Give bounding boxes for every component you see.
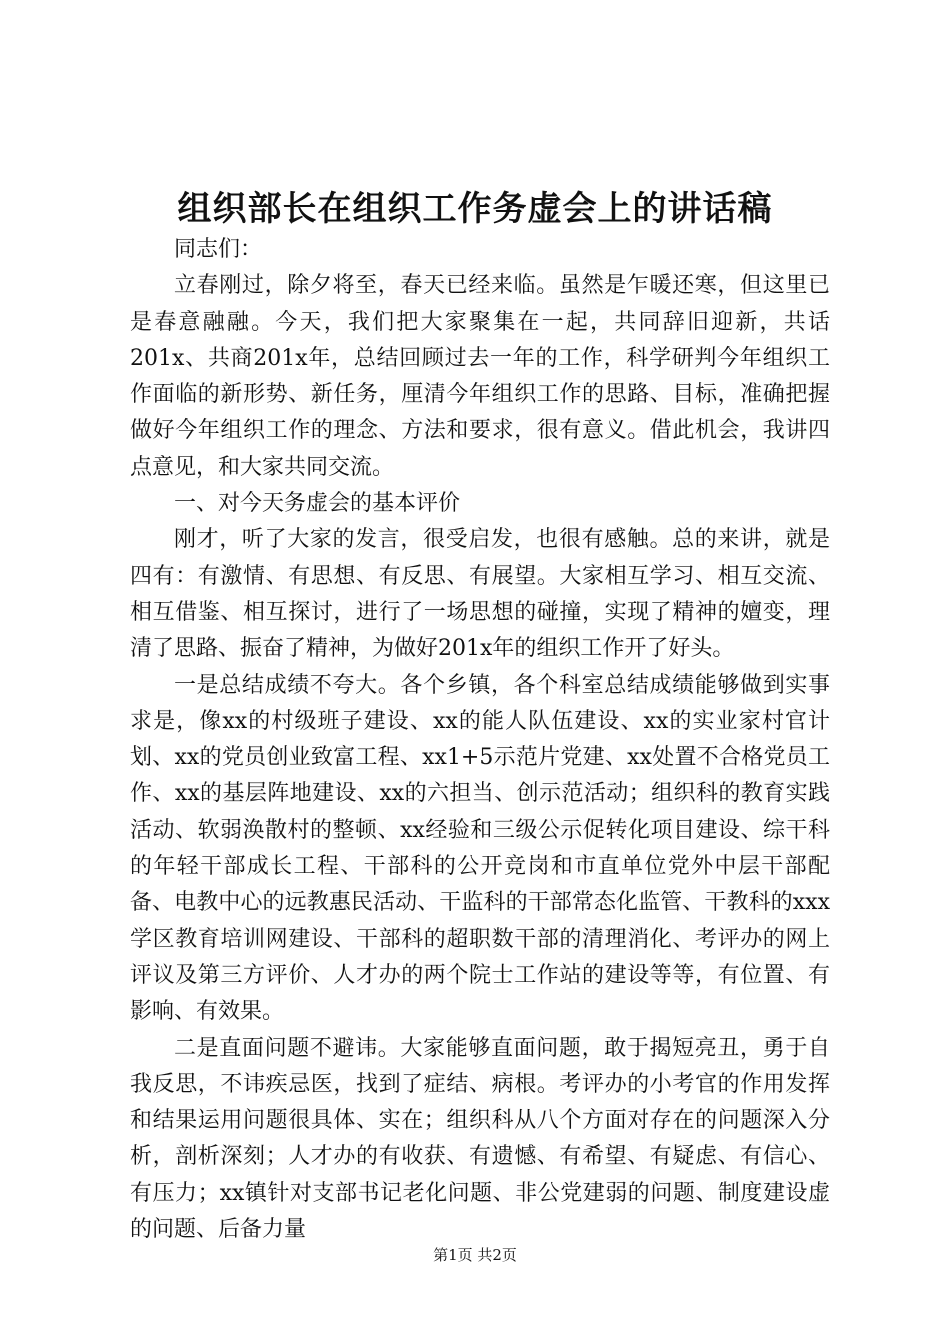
page-footer: 第1页 共2页 bbox=[433, 1246, 517, 1264]
document-title: 组织部长在组织工作务虚会上的讲话稿 bbox=[177, 189, 773, 229]
problems-paragraph: 二是直面问题不避讳。大家能够直面问题，敢于揭短亮丑，勇于自我反思，不讳疾忌医，找到了症结、病根。考评办的小考官的作用发挥和结果运用问题很具体、实在；组织科从八个方面对存在的问题深入分析，剖析深刻；人才办的有收获、有遗憾、有希望、有疑虑、有信心、有压力；xx镇针对支部书记老化问题、非公党建弱的问题、制度建设虚的问题、后备力量 bbox=[130, 1035, 830, 1243]
salutation-paragraph: 同志们： bbox=[174, 237, 263, 262]
intro-paragraph: 立春刚过，除夕将至，春天已经来临。虽然是乍暖还寒，但这里已是春意融融。今天，我们把大家聚集在一起，共同辞旧迎新，共话201x、共商201x年，总结回顾过去一年的工作，科学研判今年组织工作面临的新形势、新任务，厘清今年组织工作的思路、目标，准确把握做好今年组织工作的理念、方法和要求，很有意义。借此机会，我讲四点意见，和大家共同交流。 bbox=[130, 273, 830, 480]
achievements-paragraph: 一是总结成绩不夸大。各个乡镇，各个科室总结成绩能够做到实事求是，像xx的村级班子建设、xx的能人队伍建设、xx的实业家村官计划、xx的党员创业致富工程、xx1+5示范片党建、xx处置不合格党员工作、xx的基层阵地建设、xx的六担当、创示范活动；组织科的教育实践活动、软弱涣散村的整顿、xx经验和三级公示促转化项目建设、综干科的年轻干部成长工程、干部科的公开竞岗和市直单位党外中层干部配备、电教中心的远教惠民活动、干监科的干部常态化监管、干教科的xxx学区教育培训网建设、干部科的超职数干部的清理消化、考评办的网上评议及第三方评价、人才办的两个院士工作站的建设等等，有位置、有影响、有效果。 bbox=[130, 672, 830, 1025]
document-body bbox=[130, 232, 830, 1248]
evaluation-paragraph: 刚才，听了大家的发言，很受启发，也很有感触。总的来讲，就是四有：有激情、有思想、有反思、有展望。大家相互学习、相互交流、相互借鉴、相互探讨，进行了一场思想的碰撞，实现了精神的嬗变，理清了思路、振奋了精神，为做好201x年的组织工作开了好头。 bbox=[130, 527, 830, 662]
section-heading-1: 一、对今天务虚会的基本评价 bbox=[174, 491, 461, 517]
